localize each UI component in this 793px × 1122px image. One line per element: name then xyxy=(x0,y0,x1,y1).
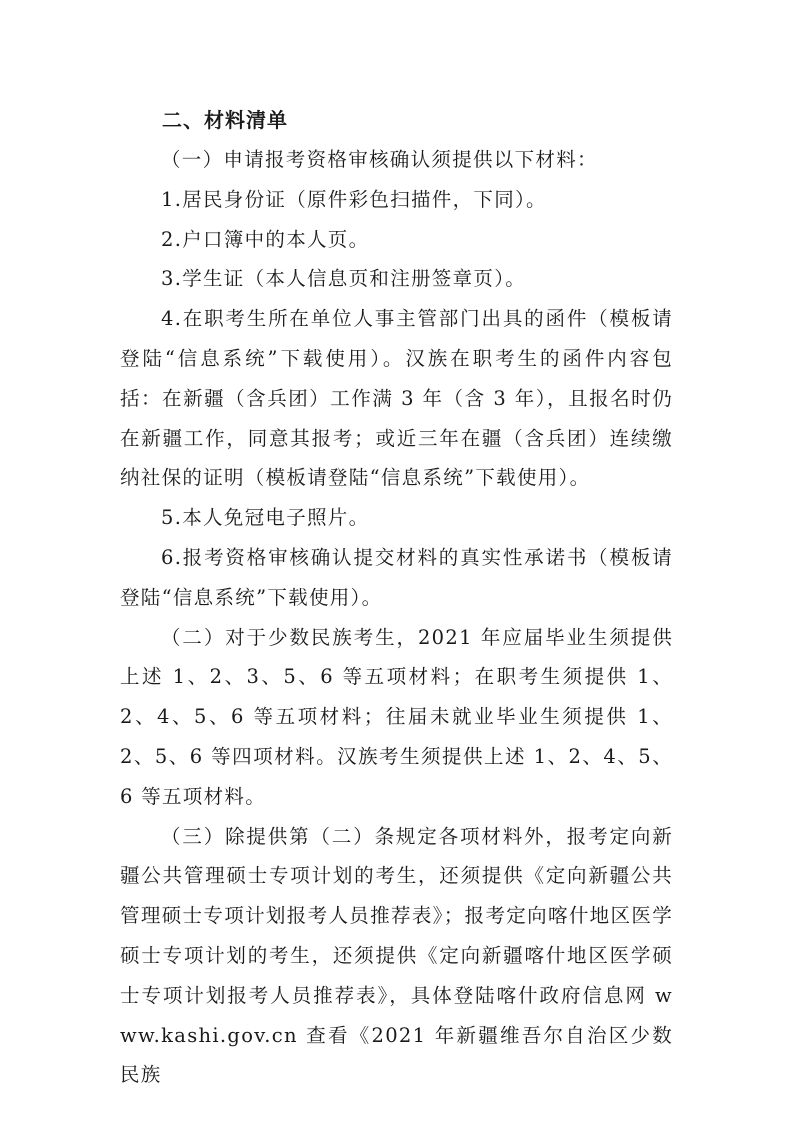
paragraph-section-two: （二）对于少数民族考生，2021 年应届毕业生须提供上述 1、2、3、5、6 等五项材料；在职考生须提供 1、2、4、5、6 等五项材料；往届未就业毕业生须提供 1、2、5、6 等四项材料。汉族考生须提供上述 1、2、4、5、6 等五项材料。 xyxy=(120,625,673,808)
paragraph-section-three: （三）除提供第（二）条规定各项材料外，报考定向新疆公共管理硕士专项计划的考生，还须提供《定向新疆公共管理硕士专项计划报考人员推荐表》；报考定向喀什地区医学硕士专项计划的考生，还须提供《定向新疆喀什地区医学硕士专项计划报考人员推荐表》，具体登陆喀什政府信息网 www.kashi.gov.cn 查看《2021 年新疆维吾尔自治区少数民族 xyxy=(120,824,673,1087)
paragraph-item-5: 5.本人免冠电子照片。 xyxy=(161,506,370,530)
paragraph-item-3: 3.学生证（本人信息页和注册签章页）。 xyxy=(161,267,527,291)
section-heading: 二、材料清单 xyxy=(162,108,288,132)
paragraph-item-4: 4.在职考生所在单位人事主管部门出具的函件（模板请登陆“信息系统”下载使用）。汉族在职考生的函件内容包括：在新疆（含兵团）工作满 3 年（含 3 年），且报名时仍在新疆工作，同意其报考；或近三年在疆（含兵团）连续缴纳社保的证明（模板请登陆“信息系统”下载使用）。 xyxy=(120,307,673,490)
document-body xyxy=(120,101,673,1095)
paragraph-item-1: 1.居民身份证（原件彩色扫描件，下同）。 xyxy=(161,187,547,211)
paragraph-intro-one: （一）申请报考资格审核确认须提供以下材料： xyxy=(161,148,598,171)
paragraph-item-6: 6.报考资格审核确认提交材料的真实性承诺书（模板请登陆“信息系统”下载使用）。 xyxy=(120,545,673,609)
paragraph-item-2: 2.户口簿中的本人页。 xyxy=(161,227,370,251)
